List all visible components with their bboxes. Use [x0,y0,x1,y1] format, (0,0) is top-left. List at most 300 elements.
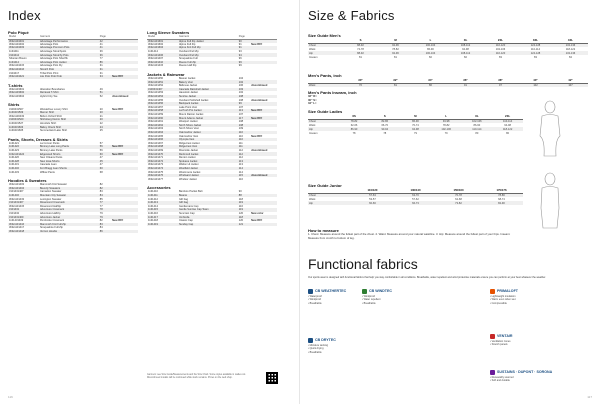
table-cell: 90 [238,190,242,194]
size-column-header: 150/160 [437,188,480,193]
table-cell: 1131431 [9,163,19,167]
size-cell: 84 [569,55,572,59]
table-cell: Lake Point Vest [178,105,197,109]
size-column-header: XS [339,114,370,119]
table-cell: New RFF [111,152,138,156]
table-cell: 47 [99,163,103,167]
table-cell: 1131412 [148,197,158,201]
size-cell: 78-82 [339,119,370,123]
table-cell: Advantage Stretchpolo [39,50,67,54]
table-cell: 83 [99,190,103,194]
table-cell: 111 [238,141,243,145]
table-cell: Wenatchee Luxury Shirt [39,107,68,111]
index-section-title: Accessories [147,185,171,191]
table-cell: Fleece Half Zip [178,64,197,68]
table-cell: Mercer Shirt [39,111,99,115]
table-cell: 3NH1131404 [8,187,39,191]
fabric-feature: • Breathable [308,301,322,305]
fabric-logo-icon [490,289,495,294]
size-column-header: 34" [413,78,448,83]
size-cell: 116-120 [483,43,518,47]
table-row [147,223,277,227]
inseam-line: 32" R= [308,94,317,98]
size-cell: 78-86 [480,193,523,197]
table-cell: 110 [238,131,250,135]
size-cell: Waist [308,83,343,87]
size-guide-title: Size Guide Junior [308,183,342,188]
functional-fabrics-title: Functional fabrics [308,256,418,272]
size-cell: 79 [414,131,417,135]
table-cell: Mount Adams Jacket [178,116,238,120]
table-cell: New RFF [111,75,138,79]
fabric-logo-icon [308,289,313,294]
size-cell: 92-96 [378,43,413,47]
table-cell: Fleece Full Zip [178,61,238,65]
size-cell: 62-66 [350,123,358,127]
table-cell: Spokane Jacket [178,159,238,163]
table-cell: 3NH1131455 [148,98,164,102]
table-cell: Carnation Sweater [39,190,62,194]
index-section-title: Polo Piqué [8,30,29,35]
table-cell: 108 [238,98,244,102]
table-cell: 1131432 [8,167,39,171]
table-cell: discontinued [250,174,277,178]
size-cell: 108-112 [448,43,483,47]
size-column-header: L [413,38,448,43]
size-cell: 86-90 [427,47,434,51]
table-cell: New color [251,212,264,216]
table-cell [111,230,138,234]
table-cell: 77 [99,57,103,61]
table-cell: Beanie [178,194,238,198]
size-column-header: M [400,114,431,119]
size-table-row [308,201,523,205]
size-cell: 110-114 [530,47,541,51]
table-cell: Stretch Polo [39,68,99,72]
table-cell: 86 [99,230,111,234]
table-cell: 3NH1131457 [148,105,164,109]
table-cell: 111 [238,145,250,149]
table-cell: 3NH1131472 [147,159,178,163]
table-cell: Cascade Jean [39,163,57,167]
table-cell: Adventure Halfzip [39,212,61,216]
table-cell: Siberian Boson [9,57,27,61]
table-cell: 99 [238,102,250,106]
table-cell: Garment [178,35,238,39]
table-cell: 3NH1131464 [147,131,178,135]
table-cell: Retrieval T-Shirt [39,91,99,95]
size-cell: 86-90 [400,119,431,123]
table-cell: 3NH1131471 [148,156,164,160]
table-cell: 83 [99,223,111,227]
table-cell: 51 [99,91,111,95]
size-table-row [308,83,588,87]
table-cell: 3NH1131467 [148,141,164,145]
table-cell: 49 [99,87,103,91]
size-cell: 100-104 [413,43,448,47]
size-cell: 66-70 [381,123,389,127]
table-cell: Page [99,35,111,39]
table-cell: 1131423 [9,149,19,153]
table-cell: 1130431603 [8,125,39,129]
table-row [8,75,138,79]
index-section-title: Pants, Shorts, Dresses & Skirts [8,136,68,142]
table-cell: 3NH1131415 [9,204,25,208]
fabric-logo-icon [490,334,495,339]
table-cell: Alpine Knit Full Zip [178,46,238,50]
table-cell: Cascade Rainshell Jacket [178,88,238,92]
size-cell: 116-120 [483,51,518,55]
table-cell: 3131431 [8,208,39,212]
index-table [147,77,277,181]
size-cell: 78-82 [442,123,450,127]
fabric-logo-icon [362,289,367,294]
table-cell: Model [147,35,178,39]
table-cell: 90 [238,39,250,43]
table-cell: 84 [99,226,103,230]
size-cell: 94-98 [462,47,469,51]
table-cell: 77 [99,204,103,208]
table-cell: Vernon Hoodie [39,230,99,234]
table-cell: Advantage Polo Jacket [39,61,99,65]
fabric-name: SUSTAINS · DUPONT · SORONA [497,370,553,374]
table-cell: Olympia Vest [178,138,238,142]
size-cell: 60-66 [351,201,394,205]
table-cell: 3NH1134403 [8,46,39,50]
size-cell: 97 [483,83,518,87]
inseam-line: 34" L= [308,101,317,106]
table-cell: 3131431407 [9,190,24,194]
table-cell: Advantage Premium Polo [39,46,99,50]
table-cell: 3NH1131463 [148,127,164,131]
fabric-feature: • Quick drying [308,347,324,351]
table-cell: 116 [238,204,243,208]
table-cell: 3NH1131604 [147,46,178,50]
index-table [8,183,138,233]
table-cell: 1131410 [148,190,158,194]
table-cell: Bellevue Jacket [178,84,198,88]
table-cell: Ridgecrest Vest [178,145,238,149]
table-cell: Bonney Lake Long Pants [39,145,99,149]
size-column-header: XL [448,38,483,43]
table-cell: 120 [238,219,244,223]
page-title-sizes: Size & Fabrics [308,8,395,23]
table-cell: 1131432 [8,194,39,198]
table-cell: 3NH1131456 [147,102,178,106]
table-cell: Walton Ht Jacket [178,163,199,167]
size-cell: Waist [309,123,316,127]
size-cell: 92-96 [378,51,413,55]
table-cell: Overland Full Zip [178,53,238,57]
table-cell: 3NH1131602 [148,42,164,46]
table-cell: 3134412 [8,53,39,57]
table-cell: 86 [99,61,111,65]
table-cell: Mountain City Sweater [39,194,99,198]
fabric-feature: • Ventilation zones [490,340,511,343]
table-cell: 1131414 [148,204,158,208]
fabric-feature: • Windproof [362,295,375,298]
table-cell: 109 [238,127,244,131]
table-cell: New RFF [112,107,124,111]
size-cell: 86 [413,83,448,87]
table-cell: 3NH1131417 [9,226,25,230]
table-cell: Bamboo Pocket Belt [178,190,203,194]
table-cell: 60 [99,167,111,171]
table-cell: 108 [238,124,250,128]
table-cell: Oak Harbor Jacket [178,131,238,135]
table-cell: discontinued [251,84,268,88]
table-cell: 104 [238,77,244,81]
table-cell: Bailey Check Shirt [39,125,99,129]
table-cell: 121 [238,223,250,227]
size-cell: 124-128 [518,51,553,55]
table-cell: Umbrella [178,215,238,219]
table-cell: 45 [99,160,111,164]
table-cell: 3130431507 [9,107,24,111]
table-cell: 108 [238,120,244,124]
table-cell: Westport Jacket [178,120,198,124]
table-cell: 3NH1131477 [148,177,164,181]
size-cell: 78 [383,131,387,135]
size-table [308,114,523,135]
size-cell: 102 [518,83,553,87]
size-column-header: 130/140 [394,188,437,193]
table-cell: 3NH1131406 [147,53,178,57]
table-cell: Renton Jacket [178,156,196,160]
size-cell: 102-106 [495,47,506,51]
table-cell: 20 [99,118,111,122]
size-column-header: S [369,114,400,119]
table-cell: 116 [238,177,243,181]
size-cell: 83 [499,55,502,59]
table-cell: 106 [238,84,244,88]
table-row [8,170,138,174]
table-cell: Adventure Jacket [39,215,99,219]
table-cell: 77 [99,201,111,205]
table-cell: 3NH1131458 [147,109,178,113]
table-cell: 3NH1131461 [148,120,164,124]
table-cell: Pembroke Crewneck [39,219,65,223]
table-cell: 42 [99,39,111,43]
table-cell: 3NH1134416 [8,68,39,72]
table-cell: 68 [99,170,103,174]
size-cell: Inseam [309,131,318,135]
size-cell: 57-63 [351,193,394,197]
table-cell: 112 [238,156,243,160]
table-cell: 41 [99,42,103,46]
table-cell: 107 [238,113,244,117]
table-cell: 3131431409 [8,215,39,219]
fabric-name: VENTAIR [497,334,513,338]
table-cell: Bonney Lake Pants [39,149,63,153]
size-cell: 94-98 [400,127,431,131]
table-row [147,64,277,68]
table-cell: New Iowa Shorts [39,160,99,164]
table-cell: 3NH1131410 [147,61,178,65]
size-cell: 132-136 [553,51,588,55]
table-cell: New RFF [250,116,277,120]
table-cell: 3130431520 [8,118,39,122]
size-column-header: L [431,114,462,119]
size-cell: 118-122 [492,127,523,131]
table-cell: 112 [238,152,250,156]
fabrics-intro: Our sports wear is designed with functional fabrics that help you stay comfortable in all conditions. Breathable, water repellent and wind protective materials ensure you can perform at your best whatever the weather. [308,276,546,279]
size-table-row [308,131,523,135]
table-cell: 3NH1131433 [9,197,25,201]
table-cell: 3NH1131452 [148,84,164,88]
fabric-features [362,295,380,305]
table-cell: 1131417 [147,215,178,219]
size-column-header: 36" [448,78,483,83]
table-cell: 1131428 [8,160,39,164]
table-cell: 1131411 [147,194,178,198]
page-title-index: Index [8,8,41,23]
table-cell: Gentle Sunrise Cap Team [178,208,238,212]
table-cell: 56 [99,149,103,153]
index-section-title: Shirts [8,102,20,108]
fabric-feature: • Lightweight insulation [490,295,516,298]
table-cell: Edgewood Shorts [39,152,99,156]
table-cell: 3NH1131407 [148,57,164,61]
table-cell: 3NH1131469 [148,148,164,152]
table-cell: Gift bag [178,197,189,201]
table-cell: Mammoth Knit Full Zip [39,223,99,227]
size-cell: 82-86 [369,119,400,123]
page-number-left: 116 [8,395,13,399]
table-cell: 3NH1131466 [147,138,178,142]
fabric-feature: • Warm even when wet [490,298,516,302]
size-table [308,78,588,87]
size-cell: 57-62 [412,197,419,201]
table-cell: 85 [99,197,103,201]
table-cell: 41 [99,46,111,50]
fabric-features [308,344,328,354]
index-table [8,107,138,132]
size-cell: Waist [309,47,316,51]
size-cell: 88-92 [343,51,378,55]
table-cell: 1131415 [147,208,178,212]
table-cell: 31 [99,64,103,68]
fabric-features [308,295,322,305]
fabric-feature: • Breathable [362,301,376,305]
table-cell: Summerland Lake Shirt [39,129,68,133]
table-cell: 3NH1131474 [147,167,178,171]
size-cell: 78-82 [392,47,399,51]
table-cell: 115 [238,174,250,178]
table-cell: Havelock Jacket [178,91,198,95]
size-guide-title: Size Guide Men's [308,33,341,38]
table-cell: 20 [99,111,111,115]
size-cell: Chest [308,119,339,123]
table-cell: 1134411 [9,50,19,54]
table-cell: Bolton Oxford Shirt [39,114,62,118]
table-cell: Page [238,35,250,39]
size-table-row [308,55,588,59]
table-cell: Classic Cap [178,219,193,223]
table-row [8,95,138,99]
size-cell: 81 [378,83,413,87]
table-cell: Ridgecrest Jacket [178,141,200,145]
table-cell: 84 [99,194,111,198]
table-cell: 20 [99,107,103,111]
table-cell: 120 [238,212,244,216]
table-cell: 60 [99,152,111,156]
table-cell: North Shore Jacket [178,124,238,128]
table-cell: 31 [99,68,111,72]
table-cell: North Shore Vest [178,127,199,131]
size-cell: 74-78 [357,47,364,51]
table-cell: Windward Jacket [178,174,238,178]
table-cell: 1134414 [8,61,39,65]
right-page-sizes [300,0,600,404]
fabric-logo-icon [308,338,313,343]
table-cell: 108 [238,95,250,99]
size-cell: Hip [308,201,351,205]
size-column-header: 2XL [483,38,518,43]
size-cell: 68-74 [498,197,505,201]
size-column-header: 170/176 [480,188,523,193]
table-cell: 3NH1131473 [148,163,164,167]
size-cell: 70-78 [437,193,480,197]
table-cell: 24 [99,125,111,129]
size-column-header: 30" [343,78,378,83]
table-cell: 79 [99,212,103,216]
table-cell: 3NH1134401 [8,39,39,43]
size-cell: 94-98 [431,119,462,123]
table-cell: 1131421 [9,141,19,145]
size-cell: 102-106 [431,127,462,131]
inseam-title: Men's Pants Inseam, inch [308,90,357,95]
size-guide-title: Men's Pants, inch [308,73,342,78]
size-cell: 102-106 [462,119,493,123]
table-cell: 91 [238,46,250,50]
table-cell: Rosamond Halfzip [39,204,62,208]
table-cell: Westmoore Jacket [178,170,201,174]
table-cell: 1131433 [9,170,19,174]
size-cell: 94-98 [504,123,511,127]
size-column-header: M [378,38,413,43]
table-cell: 1130431527 [9,122,24,126]
table-cell: 3NH1131476 [147,174,178,178]
fabric-feature: • Renewably sourced [490,376,514,379]
size-cell: 66-73 [394,201,437,205]
table-cell: New RFF [112,219,124,223]
table-cell: La Push Pro Jacket [178,109,238,113]
table-cell: 88 [238,194,250,198]
size-cell: 79 [444,131,448,135]
table-cell: New RFF [111,145,138,149]
table-cell: 1131413 [147,201,178,205]
table-cell: 3NH1133601 [9,87,25,91]
table-cell: 3NH1131415 [148,64,164,68]
fabric-features [490,340,510,347]
table-cell: Snoqualmie Full Zip [39,226,63,230]
table-cell: Alpine Full Zip [178,42,196,46]
table-cell: 96 [238,57,242,61]
size-cell: 80 [506,131,510,135]
size-cell: 82 [464,55,467,59]
table-cell: Mount Rainier Jacket [178,113,204,117]
size-column-header: 40" [518,78,553,83]
table-cell: Advantage Performance [39,39,99,43]
inseam-line: 30" S= [308,97,317,102]
index-table [8,35,138,79]
table-cell: Snoqualmie Full [178,57,198,61]
table-cell: 82 [99,187,111,191]
table-cell: 91 [238,42,242,46]
size-cell: 63-70 [394,193,437,197]
table-cell: New RFF [251,134,263,138]
